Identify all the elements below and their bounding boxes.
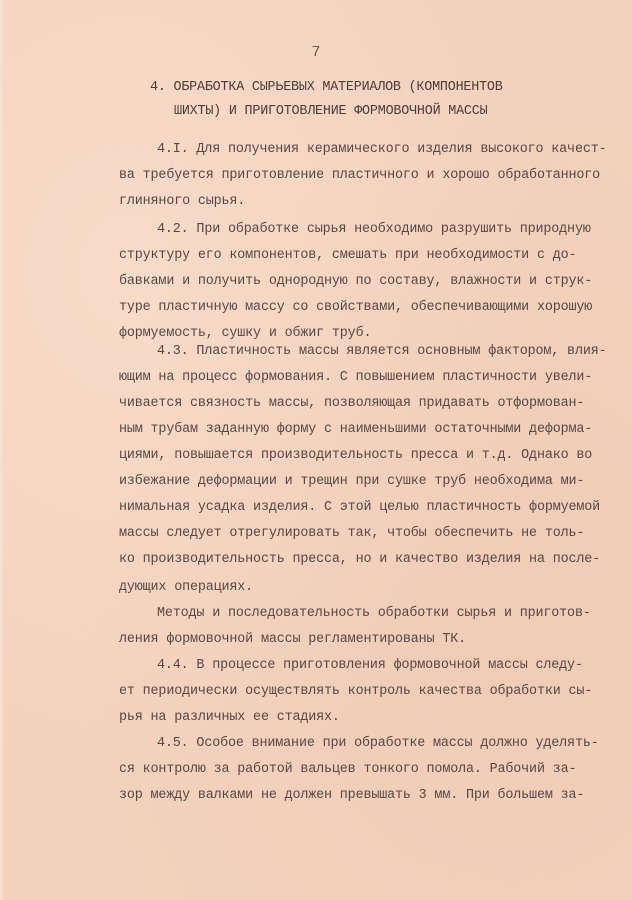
text-line: туре пластичную массу со свойствами, обеспечивающими хорошую: [119, 300, 593, 315]
text-line: 4.3. Пластичность массы является основным фактором, влия-: [157, 344, 607, 359]
text-line: ва требуется приготовление пластичного и хорошо обработанного: [119, 168, 601, 183]
text-line: ющим на процесс формования. С повышением пластичности увели-: [119, 370, 593, 385]
text-line: дующих операциях.: [119, 580, 254, 595]
text-line: нимальная усадка изделия. С этой целью пластичность формуемой: [119, 500, 601, 515]
text-line: рья на различных ее стадиях.: [119, 710, 340, 725]
text-line: массы следует отрегулировать так, чтобы обеспечить не толь-: [119, 526, 585, 541]
text-line: ления формовочной массы регламентированы ТК.: [119, 632, 466, 647]
text-line: бавками и получить однородную по составу, влажности и струк-: [119, 274, 593, 289]
text-line: структуру его компонентов, смешать при необходимости с до-: [119, 248, 577, 263]
paper-edge: [0, 0, 4, 900]
text-line: Методы и последовательность обработки сырья и приготов-: [157, 606, 591, 621]
text-line: 4.2. При обработке сырья необходимо разрушить природную: [157, 222, 591, 237]
text-line: 4.4. В процессе приготовления формовочной массы следу-: [157, 658, 583, 673]
text-line: 4.5. Особое внимание при обработке массы должно уделять-: [157, 736, 599, 751]
text-line: ся контролю за работой вальцев тонкого помола. Рабочий за-: [119, 762, 577, 777]
text-line: избежание деформации и трещин при сушке труб необходима ми-: [119, 474, 585, 489]
section-heading-line-2: ШИХТЫ) И ПРИГОТОВЛЕНИЕ ФОРМОВОЧНОЙ МАССЫ: [174, 104, 488, 119]
text-line: ет периодически осуществлять контроль качества обработки сы-: [119, 684, 593, 699]
text-line: циями, повышается производительность пресса и т.д. Однако во: [119, 448, 593, 463]
section-heading-line-1: 4. ОБРАБОТКА СЫРЬЕВЫХ МАТЕРИАЛОВ (КОМПОНЕНТОВ: [150, 80, 503, 95]
section-heading: [150, 76, 510, 124]
text-line: чивается связность массы, позволяющая придавать отформован-: [119, 396, 585, 411]
text-line: зор между валками не должен превышать 3 мм. При большем за-: [119, 788, 585, 803]
text-line: глиняного сырья.: [119, 194, 246, 209]
page-number: 7: [311, 44, 321, 61]
text-line: ным трубам заданную форму с наименьшими остаточными деформа-: [119, 422, 593, 437]
text-line: 4.I. Для получения керамического изделия высокого качест-: [157, 142, 607, 157]
text-line: ко производительность пресса, но и качество изделия на после-: [119, 552, 601, 567]
text-line: формуемость, сушку и обжиг труб.: [119, 326, 372, 341]
